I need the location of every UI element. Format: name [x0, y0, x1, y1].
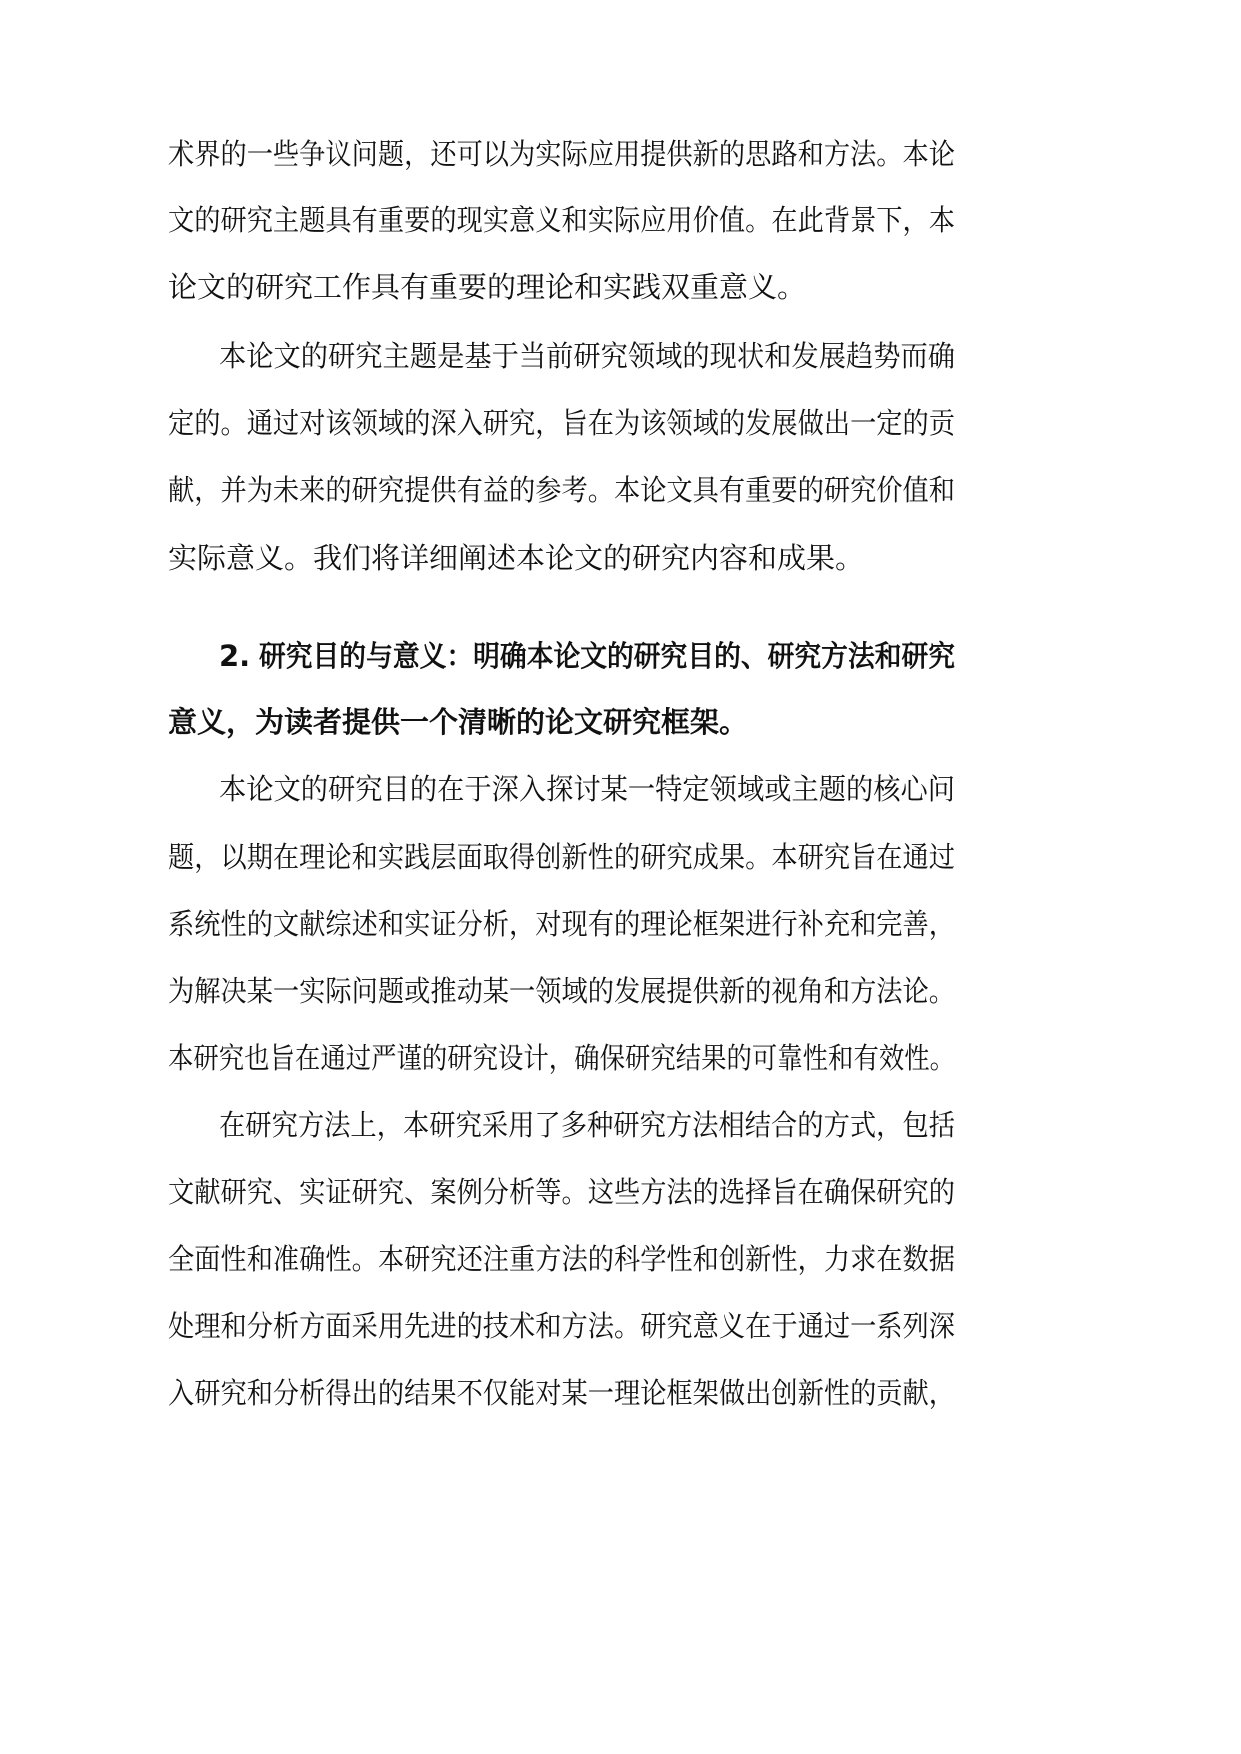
paragraph-2-line-1: 本论文的研究主题是基于当前研究领域的现状和发展趋势而确 — [219, 339, 956, 373]
paragraph-1-line-3: 论文的研究工作具有重要的理论和实践双重意义。 — [168, 270, 807, 304]
section-number: 2. — [219, 639, 251, 673]
paragraph-4-line-4: 处理和分析方面采用先进的技术和方法。研究意义在于通过一系列深 — [168, 1309, 956, 1343]
paragraph-3-line-3: 系统性的文献综述和实证分析，对现有的理论框架进行补充和完善， — [168, 907, 956, 941]
paragraph-4-line-5: 入研究和分析得出的结果不仅能对某一理论框架做出创新性的贡献， — [168, 1376, 956, 1410]
paragraph-3-line-1: 本论文的研究目的在于深入探讨某一特定领域或主题的核心问 — [219, 772, 956, 806]
paragraph-4-line-2: 文献研究、实证研究、案例分析等。这些方法的选择旨在确保研究的 — [168, 1175, 956, 1209]
paragraph-4-line-1: 在研究方法上，本研究采用了多种研究方法相结合的方式，包括 — [219, 1108, 956, 1142]
paragraph-4-line-3: 全面性和准确性。本研究还注重方法的科学性和创新性，力求在数据 — [168, 1242, 956, 1276]
paragraph-3-line-5: 本研究也旨在通过严谨的研究设计，确保研究结果的可靠性和有效性。 — [168, 1041, 955, 1075]
paragraph-1-line-1: 术界的一些争议问题，还可以为实际应用提供新的思路和方法。本论 — [168, 137, 956, 171]
paragraph-2-line-4: 实际意义。我们将详细阐述本论文的研究内容和成果。 — [168, 541, 865, 575]
section-heading-line-1: 2. 研究目的与意义：明确本论文的研究目的、研究方法和研究 — [0, 634, 1241, 678]
paragraph-2-line-2: 定的。通过对该领域的深入研究，旨在为该领域的发展做出一定的贡 — [168, 406, 956, 440]
section-heading-line-2: 意义，为读者提供一个清晰的论文研究框架。 — [168, 705, 749, 739]
paragraph-2-line-3: 献，并为未来的研究提供有益的参考。本论文具有重要的研究价值和 — [168, 473, 956, 507]
paragraph-3-line-2: 题，以期在理论和实践层面取得创新性的研究成果。本研究旨在通过 — [168, 840, 956, 874]
paragraph-3-line-4: 为解决某一实际问题或推动某一领域的发展提供新的视角和方法论。 — [168, 974, 956, 1008]
paragraph-1-line-2: 文的研究主题具有重要的现实意义和实际应用价值。在此背景下，本 — [168, 203, 956, 237]
